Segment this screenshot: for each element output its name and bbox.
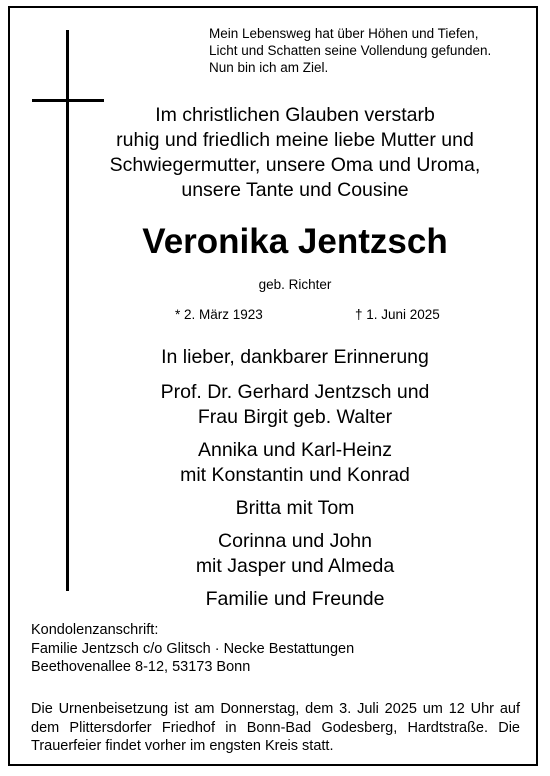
family-member: Corinna und John mit Jasper und Almeda bbox=[195, 530, 395, 577]
funeral-notice: Die Urnenbeisetzung ist am Donnerstag, dem 3. Juli 2025 um 12 Uhr auf dem Plittersdorfer Friedhof in Bonn-Bad Godesberg, Hardtstraße. Die Trauerfeier findet vorher im engsten Kreis statt. bbox=[31, 701, 520, 754]
condolence-address: Kondolenzanschrift: Familie Jentzsch c/o Glitsch · Necke Bestattungen Beethovenallee 8-12, 53173 Bonn bbox=[31, 622, 355, 675]
poem-text: Mein Lebensweg hat über Höhen und Tiefen, Licht und Schatten seine Vollendung gefunden. Nun bin ich am Ziel. bbox=[209, 26, 492, 75]
intro-text: Im christlichen Glauben verstarb ruhig und friedlich meine liebe Mutter und Schwiegermutter, unsere Oma und Uroma, unsere Tante und Cousine bbox=[109, 104, 481, 201]
cross-icon-horizontal-bar bbox=[32, 99, 104, 102]
family-member: Familie und Freunde bbox=[205, 588, 385, 610]
family-member: Prof. Dr. Gerhard Jentzsch und Frau Birgit geb. Walter bbox=[160, 381, 430, 428]
maiden-name: geb. Richter bbox=[258, 277, 332, 292]
birth-date: * 2. März 1923 bbox=[175, 307, 263, 322]
family-list bbox=[105, 380, 485, 620]
memory-line: In lieber, dankbarer Erinnerung bbox=[161, 346, 429, 368]
death-date: † 1. Juni 2025 bbox=[355, 307, 440, 322]
cross-icon-vertical-bar bbox=[66, 30, 69, 591]
deceased-name: Veronika Jentzsch bbox=[142, 222, 448, 261]
family-member: Britta mit Tom bbox=[235, 497, 355, 519]
family-member: Annika und Karl-Heinz mit Konstantin und Konrad bbox=[180, 439, 410, 486]
